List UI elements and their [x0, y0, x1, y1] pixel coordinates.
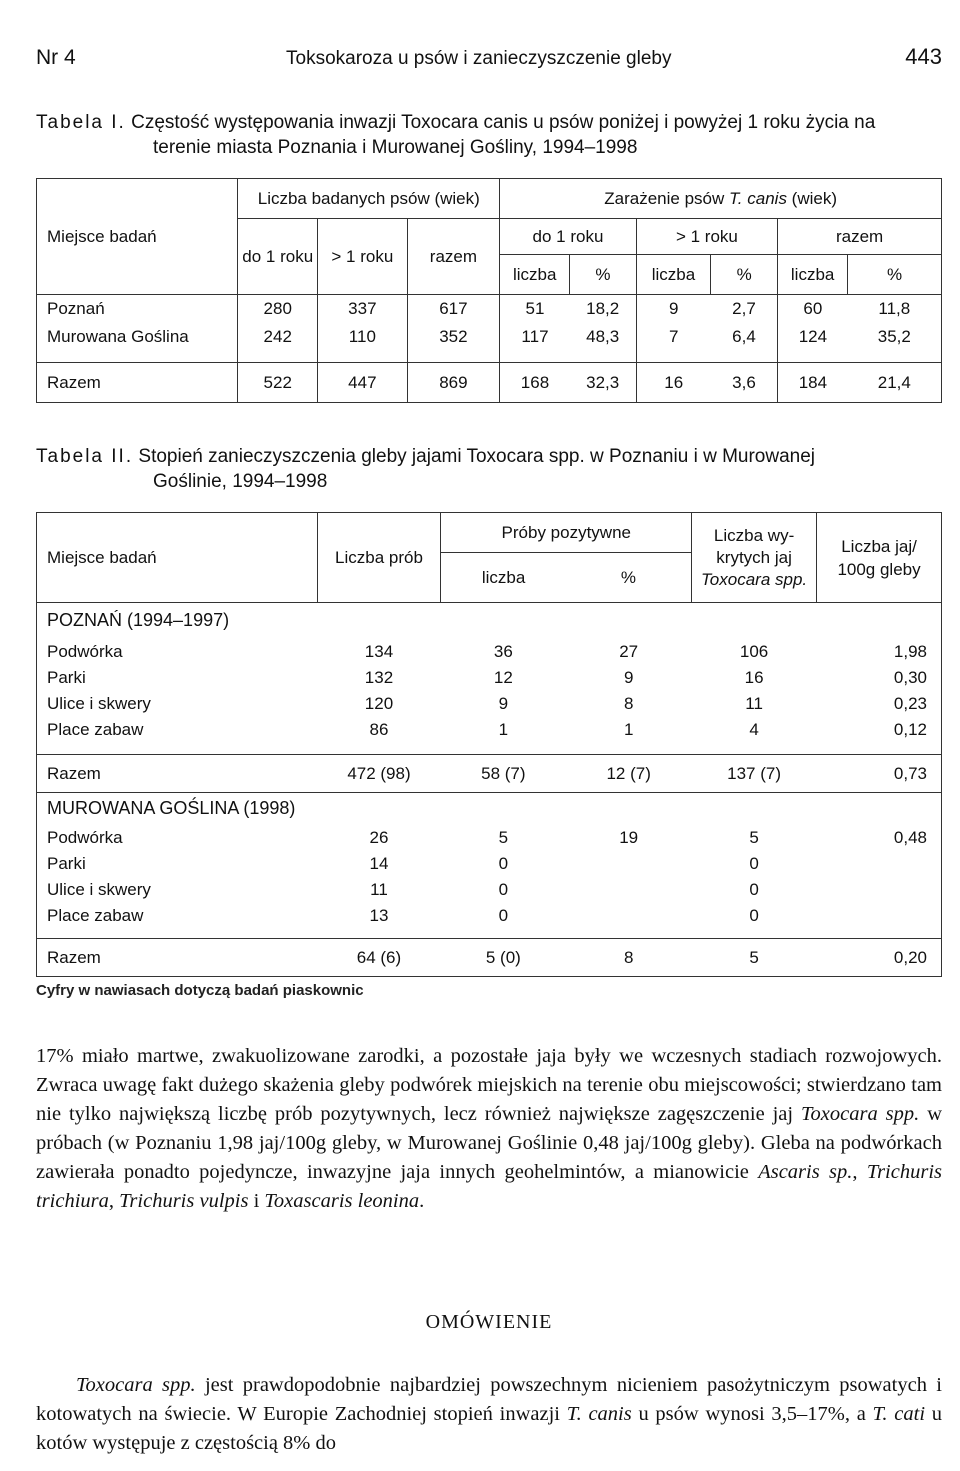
table-row-total: Razem 472 (98) 58 (7) 12 (7) 137 (7) 0,73 — [37, 755, 942, 793]
table2-label: Tabela II. — [36, 446, 134, 467]
table1-caption-line2: terenie miasta Poznania i Murowanej Gośliny, 1994–1998 — [153, 137, 638, 158]
table-row: Podwórka 134 36 27 106 1,98 — [47, 641, 927, 661]
t1-h-count: liczba — [636, 255, 711, 295]
t1-h-pct: % — [848, 255, 942, 295]
t1-h-under1-inf: do 1 roku — [500, 219, 636, 255]
t1-h-examined: Liczba badanych psów (wiek) — [238, 179, 500, 219]
t1-h-under1: do 1 roku — [238, 219, 318, 295]
t1-h-infection: Zarażenie psów T. canis (wiek) — [500, 179, 942, 219]
t1-h-place: Miejsce badań — [37, 179, 238, 295]
table-row: Poznań 280 337 617 51 18,2 9 2,7 60 11,8 — [37, 295, 942, 323]
t2-h-count: liczba — [441, 553, 566, 603]
t1-h-over1: > 1 roku — [318, 219, 407, 295]
running-title: Toksokaroza u psów i zanieczyszczenie gleby — [286, 48, 672, 69]
table2 — [36, 512, 942, 977]
t1-h-over1-inf: > 1 roku — [636, 219, 778, 255]
t2-h-density: Liczba jaj/ 100g gleby — [817, 513, 942, 603]
table2-caption-line1: Stopień zanieczyszczenia gleby jajami Toxocara spp. w Poznaniu i w Murowanej — [138, 446, 815, 467]
t2-h-place: Miejsce badań — [37, 513, 318, 603]
table-row: Ulice i skwery 120 9 8 11 0,23 — [47, 693, 927, 713]
table-row-total: Razem 522 447 869 168 32,3 16 3,6 184 21,4 — [37, 363, 942, 403]
table1-label: Tabela I. — [36, 112, 126, 133]
t2-section-murowana: MUROWANA GOŚLINA (1998) — [37, 793, 942, 825]
page-number: 443 — [905, 44, 942, 69]
t1-h-total-inf: razem — [778, 219, 942, 255]
table-row: Podwórka 26 5 19 5 0,48 — [47, 827, 927, 847]
t1-h-count: liczba — [500, 255, 570, 295]
table-row: Parki 14 0 0 — [47, 853, 759, 873]
t2-section-poznan: POZNAŃ (1994–1997) — [47, 610, 230, 631]
t2-h-positive: Próby pozytywne — [441, 513, 692, 553]
table2-caption — [36, 444, 946, 494]
t1-h-pct: % — [711, 255, 778, 295]
table-row: Place zabaw 86 1 1 4 0,12 — [47, 719, 927, 739]
t1-h-pct: % — [570, 255, 636, 295]
t2-h-samples: Liczba prób — [317, 513, 441, 603]
table-row: Place zabaw 13 0 0 — [47, 905, 759, 925]
t1-h-total: razem — [407, 219, 500, 295]
paragraph-results: 17% miało martwe, zwakuolizowane zarodki, a pozostałe jaja były we wczesnych stadiach rozwojowych. Zwraca uwagę fakt dużego skażenia gleby podwórek miejskich na terenie obu miejscowości; stwierdzano tam nie tylko największą liczbę prób pozytywnych, lecz również największe zagęszczenie jaj Toxocara spp. w próbach (w Poznaniu 1,98 jaj/100g gleby, w Murowanej Goślinie 0,48 jaj/100g gleby). Gleba na podwórkach zawierała ponadto pojedyncze, inwazyjne jaja innych geohelmintów, a mianowicie Ascaris sp., Trichuris trichiura, Trichuris vulpis i Toxascaris leonina. — [36, 1045, 943, 1212]
table2-caption-line2: Goślinie, 1994–1998 — [153, 471, 328, 492]
t2-h-eggs: Liczba wy- krytych jaj Toxocara spp. — [692, 513, 817, 603]
table2-footnote: Cyfry w nawiasach dotyczą badań piaskownic — [36, 982, 364, 999]
table1-caption-line1: Częstość występowania inwazji Toxocara canis u psów poniżej i powyżej 1 roku życia na — [131, 112, 876, 133]
table-row: Parki 132 12 9 16 0,30 — [47, 667, 927, 687]
paragraph-discussion: Toxocara spp. jest prawdopodobnie najbardziej powszechnym nicieniem pasożytniczym psowatych i kotowatych na świecie. W Europie Zachodniej stopień inwazji T. canis u psów wynosi 3,5–17%, a T. cati u kotów występuje z częstością 8% do — [36, 1374, 943, 1454]
section-heading: OMÓWIENIE — [425, 1311, 553, 1333]
table-row-total: Razem 64 (6) 5 (0) 8 5 0,20 — [37, 939, 942, 977]
t1-h-count: liczba — [778, 255, 848, 295]
running-header — [36, 42, 942, 76]
table-row: Ulice i skwery 11 0 0 — [47, 879, 759, 899]
t2-h-pct: % — [566, 553, 692, 603]
table-row: Murowana Goślina 242 110 352 117 48,3 7 6,4 124 35,2 — [37, 323, 942, 351]
table1-caption — [36, 110, 946, 160]
table1 — [36, 178, 942, 403]
journal-issue: Nr 4 — [36, 46, 76, 69]
